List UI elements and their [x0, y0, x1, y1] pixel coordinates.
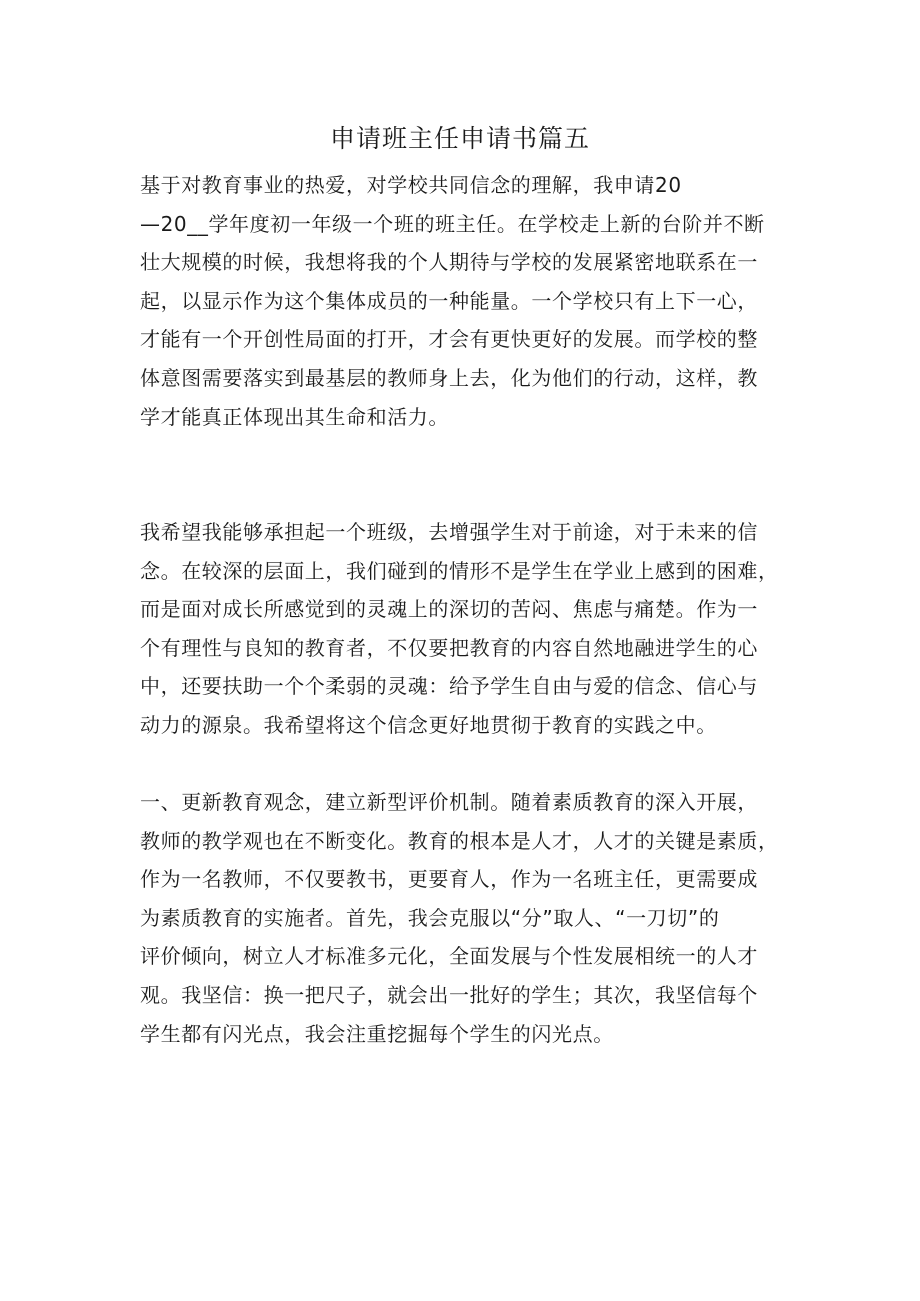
- paragraph-line: 学才能真正体现出其生命和活力。: [140, 404, 449, 429]
- paragraph-line: 念。在较深的层面上，我们碰到的情形不是学生在学业上感到的困难，: [140, 558, 779, 583]
- paragraph-line: 壮大规模的时候，我想将我的个人期待与学校的发展紧密地联系在一: [140, 250, 758, 275]
- paragraph-line: 而是面对成长所感觉到的灵魂上的深切的苦闷、焦虑与痛楚。作为一: [140, 597, 758, 622]
- paragraph-line: 教师的教学观也在不断变化。教育的根本是人才，人才的关键是素质，: [140, 828, 779, 853]
- paragraph-line: 观。我坚信：换一把尺子，就会出一批好的学生；其次，我坚信每个: [140, 982, 758, 1007]
- paragraph-line: 中，还要扶助一个个柔弱的灵魂：给予学生自由与爱的信念、信心与: [140, 674, 758, 699]
- paragraph-line: 评价倾向，树立人才标准多元化，全面发展与个性发展相统一的人才: [140, 944, 758, 969]
- paragraph-line: 个有理性与良知的教育者，不仅要把教育的内容自然地融进学生的心: [140, 635, 758, 660]
- paragraph-3: [140, 783, 800, 1053]
- paragraph-2: [140, 513, 800, 745]
- document-title: 申请班主任申请书篇五: [329, 124, 590, 153]
- paragraph-line: 为素质教育的实施者。首先，我会克服以“分”取人、“一刀切”的: [140, 905, 720, 930]
- paragraph-line: 基于对教育事业的热爱，对学校共同信念的理解，我申请20: [140, 173, 682, 197]
- paragraph-line: 一、更新教育观念，建立新型评价机制。随着素质教育的深入开展，: [140, 790, 758, 814]
- paragraph-line: 起，以显示作为这个集体成员的一种能量。一个学校只有上下一心，: [140, 288, 758, 313]
- paragraph-line: —20__学年度初一年级一个班的班主任。在学校走上新的台阶并不断: [140, 211, 765, 236]
- paragraph-line: 学生都有闪光点，我会注重挖掘每个学生的闪光点。: [140, 1021, 614, 1046]
- paragraph-1: [140, 166, 800, 436]
- paragraph-line: 动力的源泉。我希望将这个信念更好地贯彻于教育的实践之中。: [140, 712, 717, 737]
- paragraph-line: 才能有一个开创性局面的打开，才会有更快更好的发展。而学校的整: [140, 327, 758, 352]
- paragraph-line: 作为一名教师，不仅要教书，更要育人，作为一名班主任，更需要成: [140, 867, 758, 892]
- paragraph-line: 我希望我能够承担起一个班级，去增强学生对于前途，对于未来的信: [140, 520, 758, 544]
- paragraph-line: 体意图需要落实到最基层的教师身上去，化为他们的行动，这样，教: [140, 365, 758, 390]
